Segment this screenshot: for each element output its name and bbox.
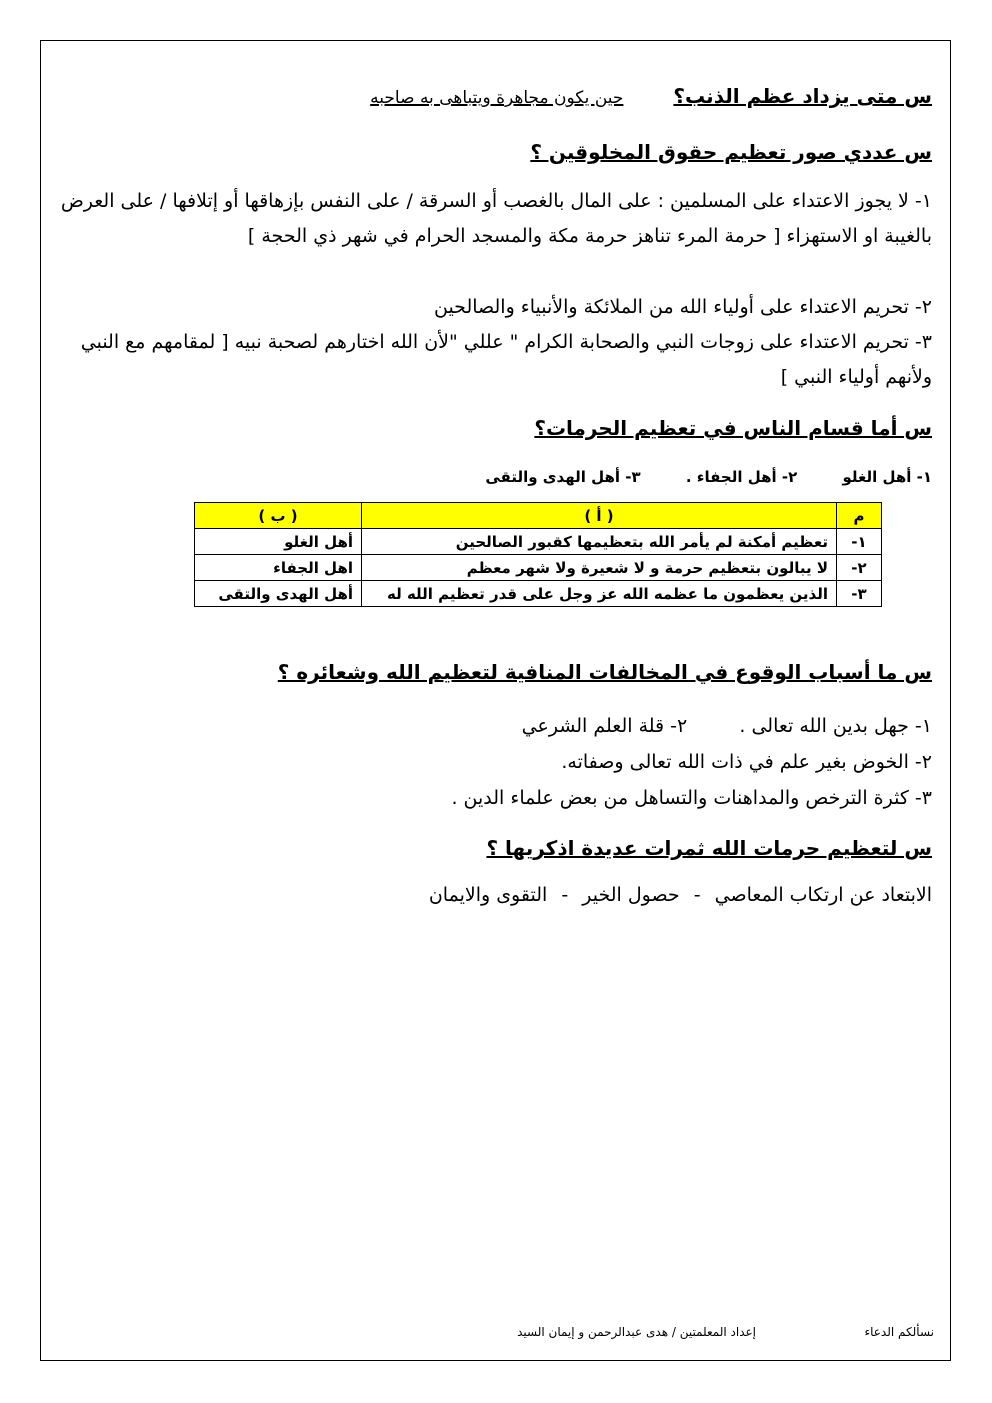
question-2-item-3: ٣- تحريم الاعتداء على زوجات النبي والصحابة الكرام " عللي "لأن الله اختارهم لصحبة نبيه [ لمقامهم مع النبي ولأنهم أولياء النبي ] — [80, 331, 932, 388]
question-1-text: س متى يزداد عظم الذنب؟ — [673, 84, 932, 108]
reason-1: ١- جهل بدين الله تعالى . — [739, 715, 932, 737]
question-2-item-2: ٢- تحريم الاعتداء على أولياء الله من الملائكة والأنبياء والصالحين — [433, 296, 932, 318]
row-b: اهل الجفاء — [195, 555, 362, 581]
row-a: تعظيم أمكنة لم يأمر الله بتعظيمها كقبور الصالحين — [362, 529, 837, 555]
option-2: ٢- أهل الجفاء . — [685, 468, 798, 486]
header-a: ( أ ) — [362, 503, 837, 529]
row-b: أهل الغلو — [195, 529, 362, 555]
option-1: ١- أهل الغلو — [842, 468, 932, 486]
row-a: لا يبالون بتعظيم حرمة و لا شعيرة ولا شهر معظم — [362, 555, 837, 581]
row-a: الذين يعظمون ما عظمه الله عز وجل على قدر تعظيم الله له — [362, 581, 837, 607]
question-4: س ما أسباب الوقوع في المخالفات المنافية لتعظيم الله وشعائره ؟ — [277, 660, 932, 684]
fruit-2: حصول الخير — [582, 884, 680, 906]
question-3: س أما قسام الناس في تعظيم الحرمات؟ — [534, 416, 932, 440]
header-num: م — [837, 503, 882, 529]
table-row — [195, 529, 882, 555]
reason-4: ٣- كثرة الترخص والمداهنات والتساهل من بعض علماء الدين . — [451, 787, 932, 809]
row-b: أهل الهدى والتقى — [195, 581, 362, 607]
matching-table — [194, 502, 882, 607]
question-1-answer: حين يكون مجاهرة ويتباهى به صاحبه — [370, 88, 624, 108]
separator: - — [693, 884, 701, 906]
footer-authors: إعداد المعلمتين / هدى عبدالرحمن و إيمان السيد — [517, 1325, 756, 1339]
footer-dua: نسألكم الدعاء — [864, 1325, 934, 1339]
question-2: س عددي صور تعظيم حقوق المخلوقين ؟ — [530, 140, 932, 164]
header-b: ( ب ) — [195, 503, 362, 529]
fruit-3: التقوى والايمان — [428, 884, 548, 906]
question-2-item-1: ١- لا يجوز الاعتداء على المسلمين : على المال بالغصب أو السرقة / على النفس بإزهاقها أو إتلافها / على العرض بالغيبة او الاستهزاء [ حرمة المرء تناهز حرمة مكة والمسجد الحرام في شهر ذي الحجة ] — [60, 190, 932, 247]
row-num: ٢- — [837, 555, 882, 581]
table-header-row — [195, 503, 882, 529]
question-5: س لتعظيم حرمات الله ثمرات عديدة اذكريها ؟ — [486, 836, 932, 860]
fruit-1: الابتعاد عن ارتكاب المعاصي — [714, 884, 932, 906]
row-num: ١- — [837, 529, 882, 555]
reason-3: ٢- الخوض بغير علم في ذات الله تعالى وصفاته. — [561, 751, 932, 773]
question-4-line-1 — [451, 708, 932, 744]
question-3-options — [445, 468, 932, 486]
option-3: ٣- أهل الهدى والتقى — [485, 468, 641, 486]
question-1 — [370, 84, 932, 108]
table-row — [195, 581, 882, 607]
separator: - — [561, 884, 569, 906]
table-row — [195, 555, 882, 581]
question-5-answer — [429, 884, 932, 906]
question-4-list — [451, 708, 932, 816]
reason-2: ٢- قلة العلم الشرعي — [521, 715, 688, 737]
row-num: ٣- — [837, 581, 882, 607]
